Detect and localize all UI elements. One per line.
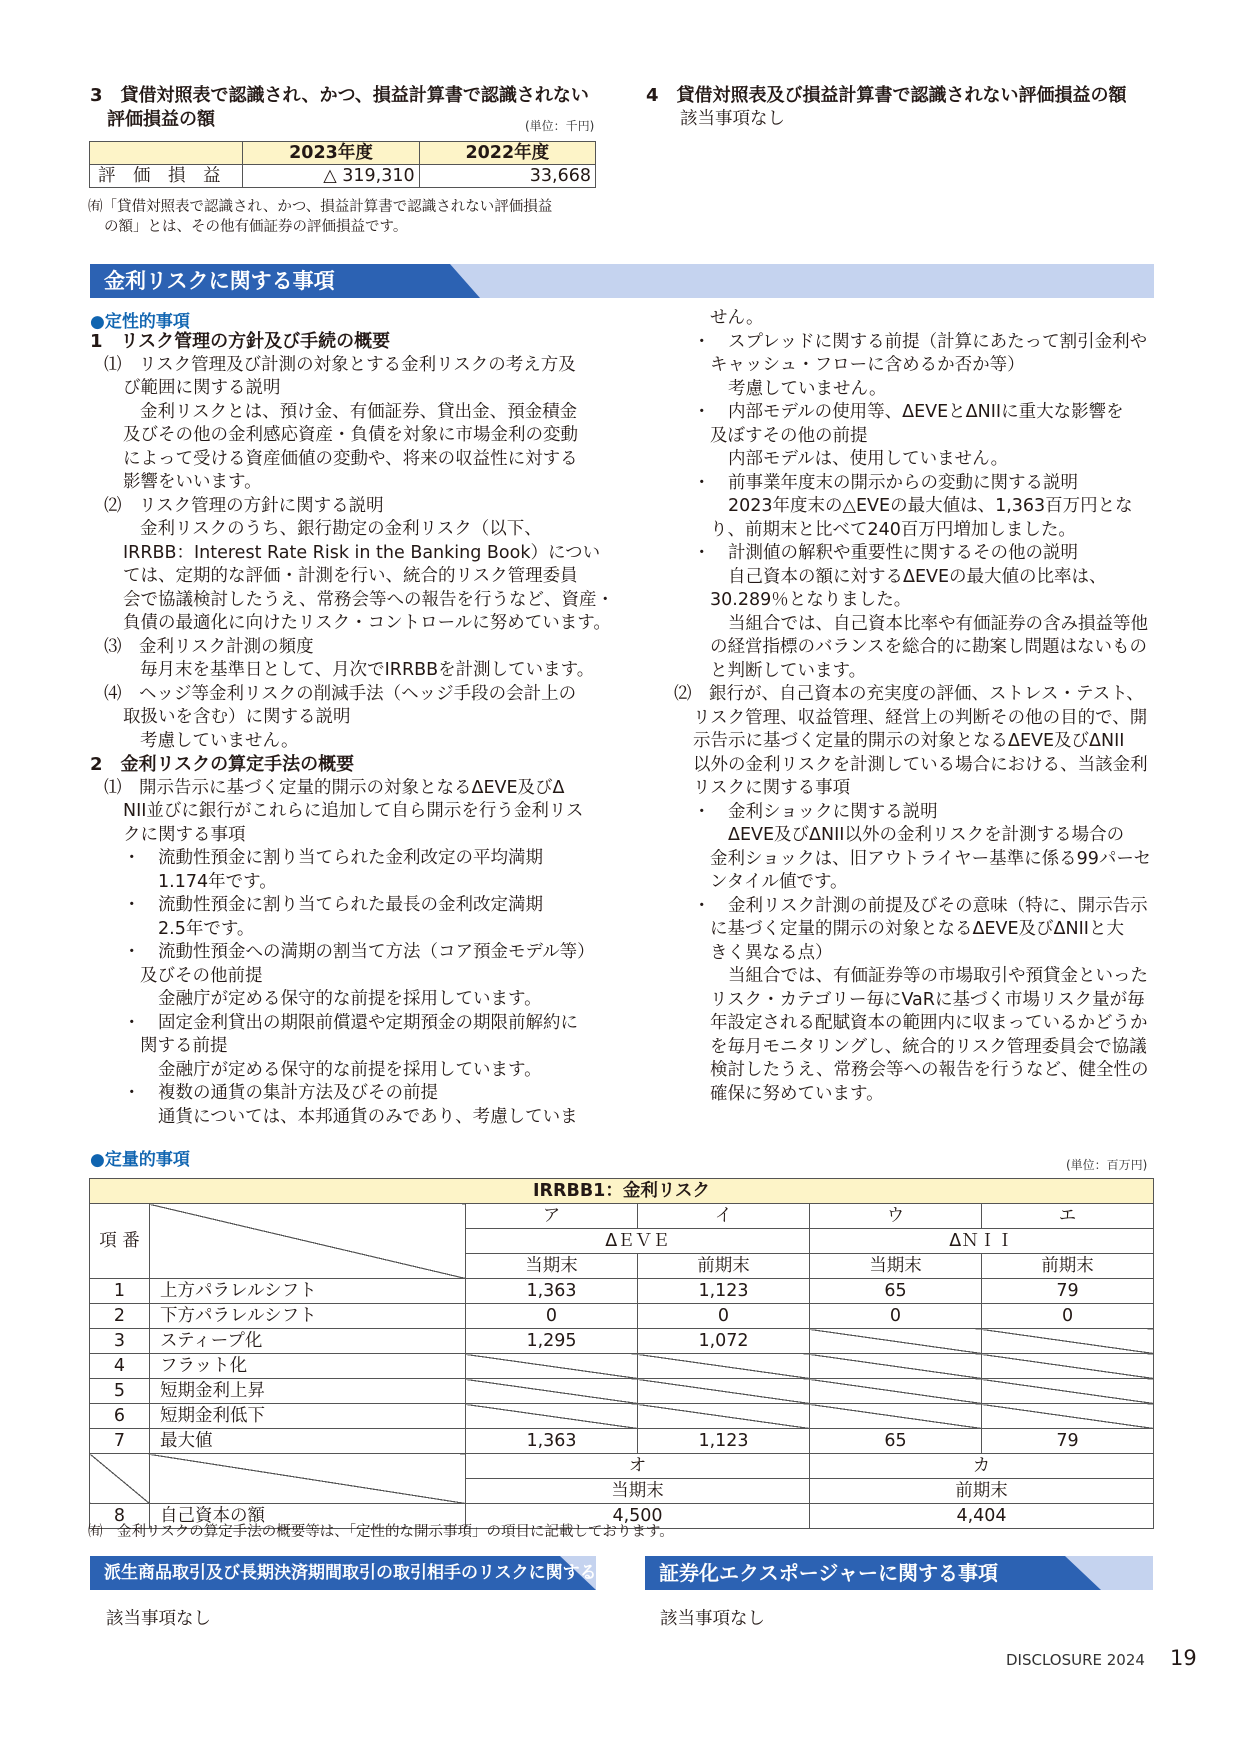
table-row bbox=[90, 1304, 1154, 1329]
table-row bbox=[90, 1354, 1154, 1379]
page-number: 19 bbox=[1170, 1646, 1197, 1670]
right-text-column bbox=[660, 307, 1160, 1106]
cell-eve-prior: 1,123 bbox=[638, 1279, 810, 1304]
cell-eve-prior: 0 bbox=[638, 1304, 810, 1329]
text-line: ⑶ 金利リスク計測の頻度 bbox=[104, 636, 314, 657]
cell-nii-current: 65 bbox=[810, 1429, 982, 1454]
text-line: リスク・カテゴリー毎にVaRに基づく市場リスク量が毎 bbox=[710, 989, 1145, 1010]
row-label: 短期金利上昇 bbox=[150, 1379, 466, 1404]
text-line: 示告示に基づく定量的開示の対象となるΔEVE及びΔNII bbox=[693, 731, 1125, 751]
text-line: 毎月末を基準日として、月次でIRRBBを計測しています。 bbox=[140, 660, 595, 680]
cell-eve-current: 1,363 bbox=[466, 1429, 638, 1454]
row-number: 3 bbox=[90, 1329, 150, 1354]
cell-eve-current bbox=[466, 1404, 638, 1429]
cell-eve-prior: 1,072 bbox=[638, 1329, 810, 1354]
item3-heading-line2: 評価損益の額 bbox=[107, 109, 215, 130]
text-line: リスク管理、収益管理、経営上の判断その他の目的で、開 bbox=[693, 707, 1148, 728]
value-2022: 33,668 bbox=[419, 165, 595, 188]
period-eve-current: 当期末 bbox=[466, 1254, 638, 1279]
text-line: 検討したうえ、常務会等への報告を行うなど、健全性の bbox=[710, 1060, 1149, 1080]
row-label: 上方パラレルシフト bbox=[150, 1279, 466, 1304]
text-line: 当組合では、有価証券等の市場取引や預貸金といった bbox=[728, 966, 1148, 986]
text-line: ・ 金利ショックに関する説明 bbox=[693, 801, 938, 822]
row8-no: 8 bbox=[90, 1504, 150, 1529]
text-line: 確保に努めています。 bbox=[710, 1083, 884, 1104]
text-line: ・ 固定金利貸出の期限前償還や定期預金の期限前解約に bbox=[123, 1012, 578, 1033]
text-line: きく異なる点） bbox=[710, 942, 833, 963]
period-eve-prior: 前期末 bbox=[638, 1254, 810, 1279]
text-line: 及ぼすその他の前提 bbox=[710, 425, 868, 446]
text-line: 及びその他前提 bbox=[140, 965, 263, 986]
col-letter-a: ア bbox=[466, 1204, 638, 1229]
text-line: 金融庁が定める保守的な前提を採用しています。 bbox=[158, 989, 542, 1009]
text-line: に基づく定量的開示の対象となるΔEVE及びΔNIIと大 bbox=[710, 919, 1124, 939]
securitization-title: 証券化エクスポージャーに関する事項 bbox=[659, 1561, 998, 1585]
text-line: と判断しています。 bbox=[710, 660, 867, 681]
text-line: リスクに関する事項 bbox=[693, 778, 851, 798]
text-line: IRRBB：Interest Rate Risk in the Banking Book）につい bbox=[123, 542, 601, 563]
text-line: 取扱いを含む）に関する説明 bbox=[123, 707, 351, 727]
cell-eve-current: 1,295 bbox=[466, 1329, 638, 1354]
quantitative-unit: (単位：百万円) bbox=[1066, 1158, 1148, 1172]
text-line: ・ 流動性預金に割り当てられた金利改定の平均満期 bbox=[123, 848, 543, 868]
row-label-valuation: 評 価 損 益 bbox=[90, 165, 243, 188]
section-header-securitization bbox=[645, 1556, 1153, 1590]
text-line: ⑷ ヘッジ等金利リスクの削減手法（ヘッジ手段の会計上の bbox=[104, 683, 577, 704]
text-line: 以外の金利リスクを計測している場合における、当該金利 bbox=[693, 754, 1148, 775]
period-nii-current: 当期末 bbox=[810, 1254, 982, 1279]
text-line: ・ 流動性預金への満期の割当て方法（コア預金モデル等） bbox=[123, 942, 595, 962]
text-line: ・ 金利リスク計測の前提及びその意味（特に、開示告示 bbox=[693, 895, 1148, 916]
cell-nii-prior bbox=[982, 1354, 1154, 1379]
text-line: ・ 流動性預金に割り当てられた最長の金利改定満期 bbox=[123, 895, 543, 915]
value-2023: △ 319,310 bbox=[243, 165, 419, 188]
cell-nii-prior bbox=[982, 1379, 1154, 1404]
text-line: を毎月モニタリングし、統合的リスク管理委員会で協議 bbox=[710, 1036, 1147, 1057]
section-title: 金利リスクに関する事項 bbox=[104, 269, 335, 293]
text-line: ては、定期的な評価・計測を行い、統合的リスク管理委員 bbox=[123, 566, 578, 586]
item3-unit: (単位：千円) bbox=[525, 119, 595, 133]
item3-heading-line1: 3 貸借対照表で認識され、かつ、損益計算書で認識されない bbox=[90, 85, 589, 106]
col-2022: 2022年度 bbox=[419, 142, 595, 165]
text-line: 2.5年です。 bbox=[158, 918, 255, 939]
row8-no-diagonal bbox=[90, 1454, 150, 1504]
text-line: ・ スプレッドに関する前提（計算にあたって割引金利や bbox=[693, 331, 1148, 352]
cell-eve-prior: 1,123 bbox=[638, 1429, 810, 1454]
item4-text: 該当事項なし bbox=[680, 109, 785, 129]
text-line: ンタイル値です。 bbox=[710, 872, 848, 892]
col-letter-e: エ bbox=[982, 1204, 1154, 1229]
row-number: 5 bbox=[90, 1379, 150, 1404]
text-line: せん。 bbox=[710, 308, 764, 328]
table-row bbox=[90, 1279, 1154, 1304]
valuation-gain-loss-table bbox=[89, 141, 596, 188]
securitization-text: 該当事項なし bbox=[660, 1609, 765, 1629]
cell-eve-prior bbox=[638, 1404, 810, 1429]
cell-eve-current bbox=[466, 1354, 638, 1379]
text-line: 及びその他の金利感応資産・負債を対象に市場金利の変動 bbox=[123, 425, 578, 445]
text-line: によって受ける資産価値の変動や、将来の収益性に対する bbox=[123, 448, 578, 469]
text-line: 自己資本の額に対するΔEVEの最大値の比率は、 bbox=[728, 566, 1107, 587]
kouban-header: 項 番 bbox=[90, 1204, 150, 1279]
text-line: 金融庁が定める保守的な前提を採用しています。 bbox=[158, 1059, 542, 1080]
text-line: 当組合では、自己資本比率や有価証券の含み損益等他 bbox=[728, 613, 1148, 634]
row-number: 7 bbox=[90, 1429, 150, 1454]
cell-eve-current bbox=[466, 1379, 638, 1404]
text-line: ⑴ 開示告示に基づく定量的開示の対象となるΔEVE及びΔ bbox=[104, 777, 565, 798]
table-row bbox=[90, 1329, 1154, 1354]
cell-nii-current bbox=[810, 1404, 982, 1429]
cell-nii-current bbox=[810, 1379, 982, 1404]
row8-label: 自己資本の額 bbox=[150, 1504, 466, 1529]
row-label: スティープ化 bbox=[150, 1329, 466, 1354]
table-row bbox=[90, 1404, 1154, 1429]
text-line: 金利リスクとは、預け金、有価証券、貸出金、預金積金 bbox=[140, 401, 578, 422]
quantitative-note: ㈲ 金利リスクの算定手法の概要等は、「定性的な開示事項」の項目に記載しております。 bbox=[88, 1524, 674, 1540]
table-row bbox=[90, 1379, 1154, 1404]
item3-note-line2: の額」とは、その他有価証券の評価損益です。 bbox=[104, 219, 408, 235]
left-text-column bbox=[90, 330, 615, 1129]
period-o-current: 当期末 bbox=[466, 1479, 810, 1504]
text-line: ・ 複数の通貨の集計方法及びその前提 bbox=[123, 1083, 438, 1103]
text-line: 考慮していません。 bbox=[140, 730, 299, 751]
text-line: 金利リスクのうち、銀行勘定の金利リスク（以下、 bbox=[140, 519, 542, 539]
cell-nii-prior: 0 bbox=[982, 1304, 1154, 1329]
text-line: ・ 計測値の解釈や重要性に関するその他の説明 bbox=[693, 543, 1078, 563]
item4-heading: 4 貸借対照表及び損益計算書で認識されない評価損益の額 bbox=[646, 85, 1127, 106]
table-row bbox=[90, 1429, 1154, 1454]
text-line: ΔEVE及びΔNII以外の金利リスクを計測する場合の bbox=[728, 825, 1125, 845]
irrbb-table bbox=[89, 1178, 1154, 1529]
text-line: ・ 前事業年度末の開示からの変動に関する説明 bbox=[693, 472, 1078, 493]
derivatives-title: 派生商品取引及び長期決済期間取引の取引相手のリスクに関する事項 bbox=[104, 1563, 631, 1583]
cell-eve-current: 1,363 bbox=[466, 1279, 638, 1304]
col-letter-ka: カ bbox=[810, 1454, 1154, 1479]
cell-nii-prior: 79 bbox=[982, 1429, 1154, 1454]
period-nii-prior: 前期末 bbox=[982, 1254, 1154, 1279]
text-line: り、前期末と比べて240百万円増加しました。 bbox=[710, 519, 1076, 540]
text-line: 影響をいいます。 bbox=[123, 472, 262, 492]
text-line: 2023年度末の△EVEの最大値は、1,363百万円とな bbox=[728, 496, 1133, 516]
qualitative-label: ●定性的事項 bbox=[90, 312, 190, 332]
row8-label-diagonal bbox=[150, 1454, 466, 1504]
text-line: 年設定される配賦資本の範囲内に収まっているかどうか bbox=[710, 1013, 1148, 1033]
text-line: ・ 内部モデルの使用等、ΔEVEとΔNIIに重大な影響を bbox=[693, 402, 1124, 422]
row-number: 1 bbox=[90, 1279, 150, 1304]
row8-value-o: 4,500 bbox=[466, 1504, 810, 1529]
cell-nii-current: 65 bbox=[810, 1279, 982, 1304]
text-line: 会で協議検討したうえ、常務会等への報告を行うなど、資産・ bbox=[123, 589, 615, 610]
text-line: 30.289％となりました。 bbox=[710, 590, 912, 610]
subsection-heading: 2 金利リスクの算定手法の概要 bbox=[90, 754, 355, 775]
cell-nii-current bbox=[810, 1329, 982, 1354]
footer-label: DISCLOSURE 2024 bbox=[1006, 1651, 1145, 1669]
col-letter-u: ウ bbox=[810, 1204, 982, 1229]
text-line: の経営指標のバランスを総合的に勘案し問題はないもの bbox=[710, 637, 1147, 657]
text-line: NII並びに銀行がこれらに追加して自ら開示を行う金利リス bbox=[123, 801, 584, 821]
row-label: 短期金利低下 bbox=[150, 1404, 466, 1429]
item3-note-line1: ㈲「貸借対照表で認識され、かつ、損益計算書で認識されない評価損益 bbox=[88, 199, 553, 215]
section-header-interest-rate-risk bbox=[90, 264, 1154, 298]
cell-eve-current: 0 bbox=[466, 1304, 638, 1329]
text-line: 負債の最適化に向けたリスク・コントロールに努めています。 bbox=[123, 613, 611, 633]
section-header-derivatives bbox=[90, 1556, 631, 1590]
cell-nii-prior bbox=[982, 1404, 1154, 1429]
period-ka-prior: 前期末 bbox=[810, 1479, 1154, 1504]
cell-nii-current bbox=[810, 1354, 982, 1379]
cell-nii-prior bbox=[982, 1329, 1154, 1354]
group-delta-nii: ΔＮＩＩ bbox=[810, 1229, 1154, 1254]
header-diagonal bbox=[150, 1204, 466, 1279]
cell-nii-prior: 79 bbox=[982, 1279, 1154, 1304]
row-label: 最大値 bbox=[150, 1429, 466, 1454]
quantitative-label: ●定量的事項 bbox=[90, 1150, 190, 1170]
text-line: ⑵ リスク管理の方針に関する説明 bbox=[104, 495, 384, 516]
text-line: クに関する事項 bbox=[123, 824, 246, 845]
text-line: ⑵ 銀行が、自己資本の充実度の評価、ストレス・テスト、 bbox=[674, 684, 1144, 704]
text-line: ⑴ リスク管理及び計測の対象とする金利リスクの考え方及 bbox=[104, 354, 576, 375]
subsection-heading: 1 リスク管理の方針及び手続の概要 bbox=[90, 331, 391, 352]
cell-nii-current: 0 bbox=[810, 1304, 982, 1329]
text-line: び範囲に関する説明 bbox=[123, 378, 281, 398]
irrbb-title: IRRBB1：金利リスク bbox=[90, 1179, 1154, 1204]
row-number: 2 bbox=[90, 1304, 150, 1329]
text-line: キャッシュ・フローに含めるか否か等） bbox=[710, 355, 1025, 375]
group-delta-eve: ΔＥＶＥ bbox=[466, 1229, 810, 1254]
text-line: 内部モデルは、使用していません。 bbox=[728, 449, 1009, 469]
col-2023: 2023年度 bbox=[243, 142, 419, 165]
row8-value-ka: 4,404 bbox=[810, 1504, 1154, 1529]
cell-eve-prior bbox=[638, 1379, 810, 1404]
col-letter-i: イ bbox=[638, 1204, 810, 1229]
row-number: 6 bbox=[90, 1404, 150, 1429]
text-line: 関する前提 bbox=[140, 1036, 228, 1056]
text-line: 考慮していません。 bbox=[728, 378, 887, 399]
table-corner bbox=[90, 142, 243, 165]
row-label: 下方パラレルシフト bbox=[150, 1304, 466, 1329]
row-number: 4 bbox=[90, 1354, 150, 1379]
text-line: 1.174年です。 bbox=[158, 871, 277, 892]
row-label: フラット化 bbox=[150, 1354, 466, 1379]
text-line: 金利ショックは、旧アウトライヤー基準に係る99パーセ bbox=[710, 848, 1152, 869]
cell-eve-prior bbox=[638, 1354, 810, 1379]
derivatives-text: 該当事項なし bbox=[106, 1609, 211, 1629]
col-letter-o: オ bbox=[466, 1454, 810, 1479]
text-line: 通貨については、本邦通貨のみであり、考慮していま bbox=[158, 1106, 578, 1127]
